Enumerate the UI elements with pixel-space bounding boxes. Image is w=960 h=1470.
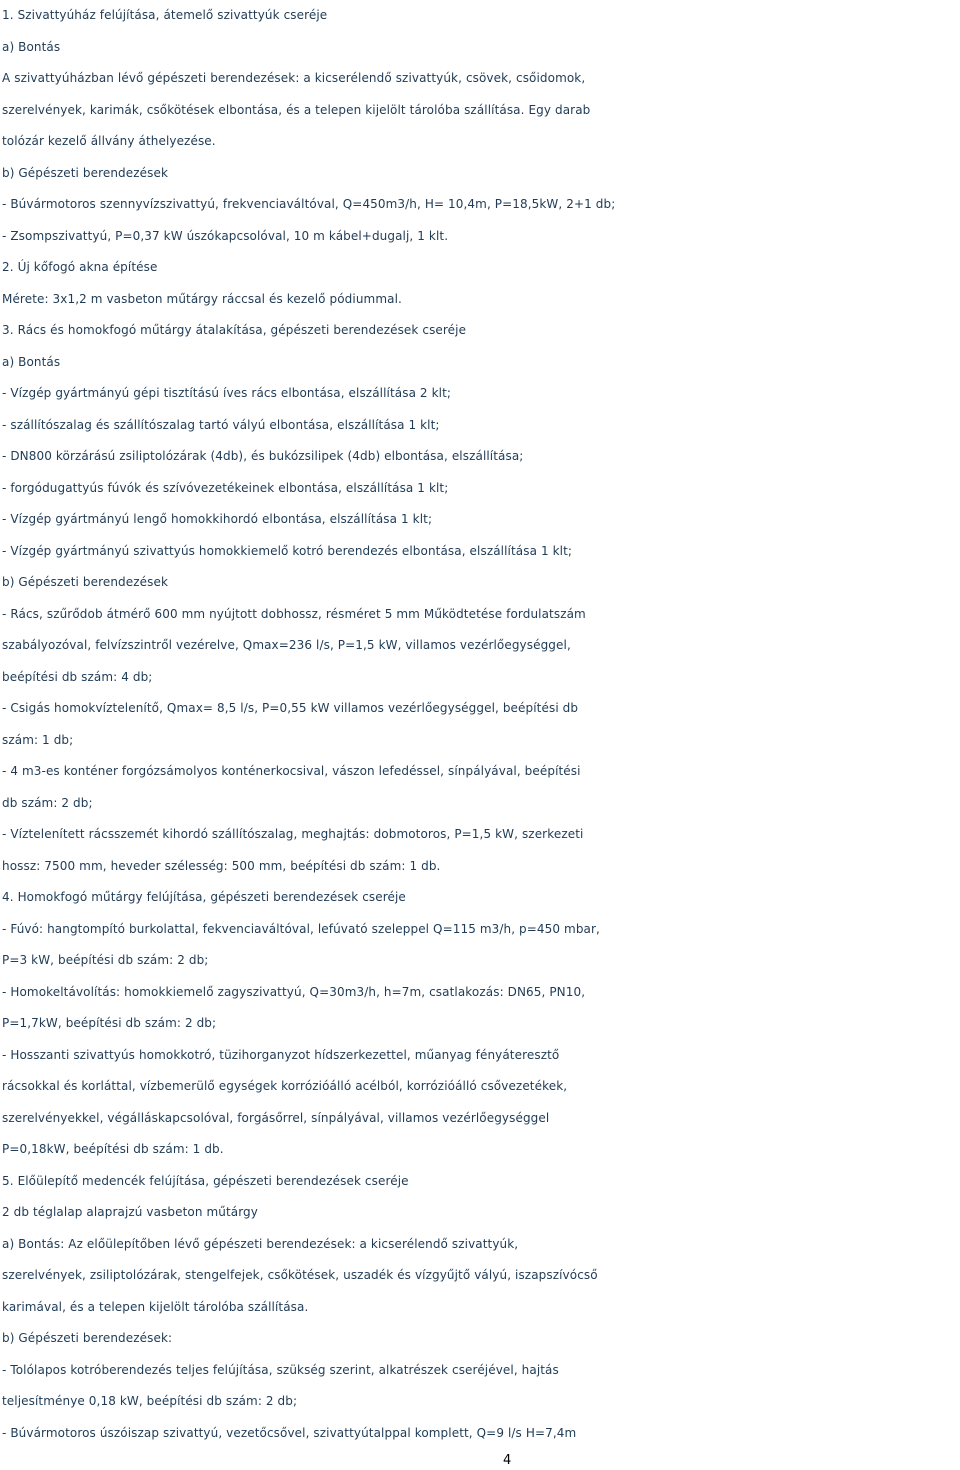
paragraph-line: szerelvények, karimák, csőkötések elbontása, és a telepen kijelölt tárolóba szállítása. Egy darab xyxy=(2,102,591,117)
document-body xyxy=(2,0,958,1449)
section-2-heading: 2. Új kőfogó akna építése xyxy=(2,260,158,274)
list-item-continuation: szabályozóval, felvízszintről vezérelve, Qmax=236 l/s, P=1,5 kW, villamos vezérlőegységgel, xyxy=(2,638,571,652)
list-item: - Csigás homokvíztelenítő, Qmax= 8,5 l/s, P=0,55 kW villamos vezérlőegységgel, beépítési db xyxy=(2,701,579,715)
list-item-continuation: teljesítménye 0,18 kW, beépítési db szám: 2 db; xyxy=(2,1394,298,1408)
section-5b-heading: b) Gépészeti berendezések: xyxy=(2,1331,173,1345)
list-item-continuation: rácsokkal és korláttal, vízbemerülő egységek korrózióálló acélból, korrózióálló csővezetékek, xyxy=(2,1079,568,1093)
list-item-continuation: beépítési db szám: 4 db; xyxy=(2,669,153,684)
paragraph-line: 2 db téglalap alaprajzú vasbeton műtárgy xyxy=(2,1205,258,1219)
section-3-heading: 3. Rács és homokfogó műtárgy átalakítása, gépészeti berendezések cseréje xyxy=(2,323,467,337)
paragraph-line: Mérete: 3x1,2 m vasbeton műtárgy ráccsal és kezelő pódiummal. xyxy=(2,291,402,306)
section-1a-heading: a) Bontás xyxy=(2,39,61,54)
section-5-heading: 5. Előülepítő medencék felújítása, gépészeti berendezések cseréje xyxy=(2,1173,409,1188)
list-item: - Vízgép gyártmányú szivattyús homokkiemelő kotró berendezés elbontása, elszállítása 1 klt; xyxy=(2,543,573,558)
section-5a-line: a) Bontás: Az előülepítőben lévő gépészeti berendezések: a kicserélendő szivattyúk, xyxy=(2,1236,519,1251)
list-item: - Tolólapos kotróberendezés teljes felújítása, szükség szerint, alkatrészek cseréjével, hajtás xyxy=(2,1362,559,1377)
list-item-continuation: P=0,18kW, beépítési db szám: 1 db. xyxy=(2,1142,224,1156)
list-item: - forgódugattyús fúvók és szívóvezetékeinek elbontása, elszállítása 1 klt; xyxy=(2,480,449,495)
section-1-heading: 1. Szivattyúház felújítása, átemelő szivattyúk cseréje xyxy=(2,8,328,22)
list-item-continuation: szerelvényekkel, végálláskapcsolóval, forgásőrrel, sínpályával, villamos vezérlőegységgel xyxy=(2,1110,550,1125)
list-item: - Homokeltávolítás: homokkiemelő zagyszivattyú, Q=30m3/h, h=7m, csatlakozás: DN65, PN10, xyxy=(2,984,586,999)
list-item-continuation: szám: 1 db; xyxy=(2,732,74,747)
section-4-heading: 4. Homokfogó műtárgy felújítása, gépészeti berendezések cseréje xyxy=(2,890,406,904)
list-item: - Rács, szűrődob átmérő 600 mm nyújtott dobhossz, résméret 5 mm Működtetése fordulatszám xyxy=(2,606,586,621)
list-item: - DN800 körzárású zsiliptolózárak (4db), és bukózsilipek (4db) elbontása, elszállítása; xyxy=(2,449,524,463)
list-item: - Fúvó: hangtompító burkolattal, fekvenciaváltóval, lefúvató szeleppel Q=115 m3/h, p=450 mbar, xyxy=(2,921,600,936)
list-item-continuation: P=1,7kW, beépítési db szám: 2 db; xyxy=(2,1016,217,1030)
list-item-continuation: P=3 kW, beépítési db szám: 2 db; xyxy=(2,953,209,967)
paragraph-line: karimával, és a telepen kijelölt tárolóba szállítása. xyxy=(2,1299,309,1314)
page-number: 4 xyxy=(503,1453,512,1468)
list-item: - Vízgép gyártmányú lengő homokkihordó elbontása, elszállítása 1 klt; xyxy=(2,512,433,526)
section-3b-heading: b) Gépészeti berendezések xyxy=(2,575,169,589)
list-item-continuation: hossz: 7500 mm, heveder szélesség: 500 mm, beépítési db szám: 1 db. xyxy=(2,858,441,873)
list-item: - 4 m3-es konténer forgózsámolyos konténerkocsival, vászon lefedéssel, sínpályával, beépítési xyxy=(2,764,581,778)
list-item: - Vízgép gyártmányú gépi tisztítású íves rács elbontása, elszállítása 2 klt; xyxy=(2,386,452,400)
list-item: - Búvármotoros szennyvízszivattyú, frekvenciaváltóval, Q=450m3/h, H= 10,4m, P=18,5kW, 2+1 db; xyxy=(2,197,616,211)
paragraph-line: tolózár kezelő állvány áthelyezése. xyxy=(2,134,216,148)
paragraph-line: A szivattyúházban lévő gépészeti berendezések: a kicserélendő szivattyúk, csövek, csőidomok, xyxy=(2,71,586,85)
list-item: - Zsompszivattyú, P=0,37 kW úszókapcsolóval, 10 m kábel+dugalj, 1 klt. xyxy=(2,228,449,243)
section-1b-heading: b) Gépészeti berendezések xyxy=(2,165,169,180)
list-item: - Búvármotoros úszóiszap szivattyú, vezetőcsővel, szivattyútalppal komplett, Q=9 l/s H=7,4m xyxy=(2,1425,577,1440)
section-3a-heading: a) Bontás xyxy=(2,354,61,369)
list-item-continuation: db szám: 2 db; xyxy=(2,795,93,810)
list-item: - szállítószalag és szállítószalag tartó vályú elbontása, elszállítása 1 klt; xyxy=(2,417,440,432)
paragraph-line: szerelvények, zsiliptolózárak, stengelfejek, csőkötések, uszadék és vízgyűjtő vályú, iszapszívócső xyxy=(2,1268,598,1282)
list-item: - Víztelenített rácsszemét kihordó szállítószalag, meghajtás: dobmotoros, P=1,5 kW, szerkezeti xyxy=(2,827,584,841)
list-item: - Hosszanti szivattyús homokkotró, tüzihorganyzot hídszerkezettel, műanyag fényáteresztő xyxy=(2,1047,560,1062)
